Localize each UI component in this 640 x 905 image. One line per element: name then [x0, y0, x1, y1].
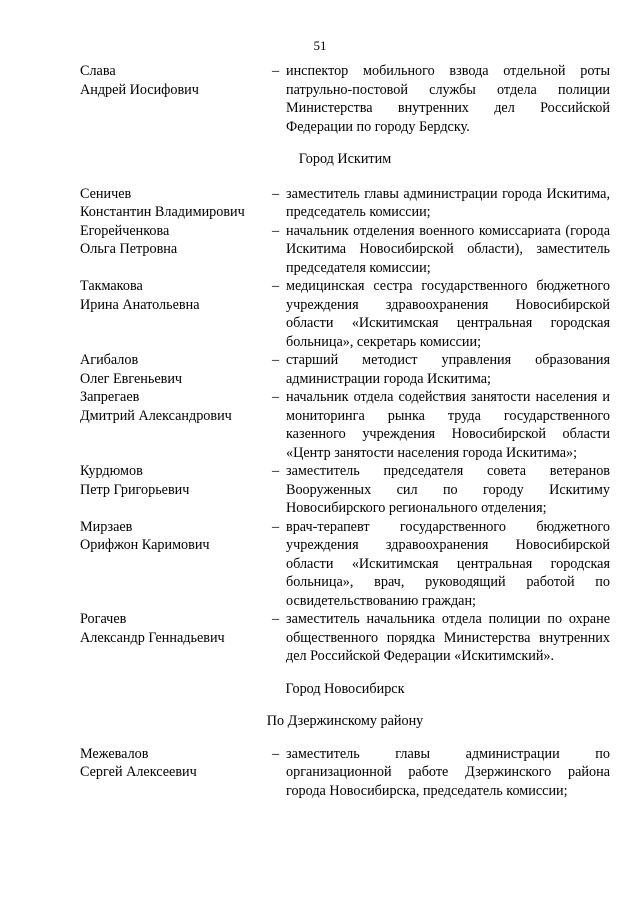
member-surname: Такмакова [80, 278, 143, 294]
dash-separator: – [272, 278, 280, 294]
dash-separator: – [272, 518, 280, 535]
member-surname: Запрегаев [80, 389, 140, 405]
member-entry [80, 388, 610, 462]
member-role: заместитель начальника отдела полиции по охране общественного порядка Министерства внутренних дел Российской Федерации «Искитимский». [286, 611, 610, 664]
member-entry [80, 277, 610, 351]
member-name [80, 462, 272, 518]
dash-separator: – [272, 63, 280, 79]
member-entry [80, 222, 610, 278]
member-name [80, 185, 272, 222]
member-role: начальник отделения военного комиссариата (города Искитима Новосибирской области), заместитель председателя комиссии; [286, 222, 610, 276]
member-role: заместитель главы администрации города Искитима, председатель комиссии; [286, 185, 610, 220]
member-entry [80, 185, 610, 222]
member-role: заместитель председателя совета ветеранов Вооруженных сил по городу Искитиму Новосибирского регионального отделения; [286, 463, 610, 516]
member-role: медицинская сестра государственного бюджетного учреждения здравоохранения Новосибирской области «Искитимская центральная городская больница», секретарь комиссии; [286, 278, 610, 350]
member-name [80, 518, 272, 611]
member-name [80, 388, 272, 462]
member-entry [80, 610, 610, 666]
member-role: заместитель главы администрации по организационной работе Дзержинского района города Новосибирска, председатель комиссии; [286, 745, 610, 799]
member-role: врач-терапевт государственного бюджетного учреждения здравоохранения Новосибирской области «Искитимская центральная городская больница», врач, руководящий работой по освидетельствованию граждан; [286, 518, 610, 609]
member-given-names: Андрей Иосифович [80, 81, 199, 98]
member-name [80, 277, 272, 351]
dash-separator: – [272, 222, 280, 239]
member-name [80, 745, 272, 801]
document-body [80, 62, 610, 800]
member-name [80, 222, 272, 278]
member-name [80, 351, 272, 388]
subsection-heading-dzerzhinsky: По Дзержинскому району [266, 713, 424, 729]
member-given-names: Петр Григорьевич [80, 481, 190, 498]
member-name [80, 62, 272, 136]
member-entry [80, 62, 610, 136]
member-given-names: Ольга Петровна [80, 241, 178, 257]
member-surname: Слава [80, 63, 116, 79]
dash-separator: – [272, 352, 280, 368]
member-role: начальник отдела содействия занятости населения и мониторинга рынка труда государственного казенного учреждения Новосибирской области «Центр занятости населения города Искитима»; [286, 389, 610, 461]
member-surname: Межевалов [80, 745, 149, 762]
member-surname: Курдюмов [80, 463, 143, 479]
member-surname: Агибалов [80, 352, 139, 368]
member-given-names: Константин Владимирович [80, 204, 245, 220]
member-given-names: Дмитрий Александрович [80, 407, 232, 424]
member-role: старший методист управления образования администрации города Искитима; [286, 352, 610, 387]
member-surname: Рогачев [80, 611, 127, 627]
member-given-names: Александр Геннадьевич [80, 629, 225, 646]
page-number: 51 [313, 38, 327, 53]
member-entry [80, 518, 610, 611]
dash-separator: – [272, 389, 280, 405]
dash-separator: – [272, 185, 280, 202]
member-surname: Егорейченкова [80, 222, 170, 239]
member-surname: Мирзаев [80, 518, 133, 535]
dash-separator: – [272, 611, 280, 627]
member-given-names: Ирина Анатольевна [80, 296, 200, 313]
member-entry [80, 745, 610, 801]
member-given-names: Орифжон Каримович [80, 537, 210, 553]
member-name [80, 610, 272, 666]
dash-separator: – [272, 463, 280, 479]
member-entry [80, 351, 610, 388]
member-entry [80, 462, 610, 518]
iskitim-member-list [80, 185, 610, 666]
member-role: инспектор мобильного взвода отдельной роты патрульно-постовой службы отдела полиции Министерства внутренних дел Российской Федерации по городу Бердску. [286, 63, 610, 135]
section-heading-novosibirsk: Город Новосибирск [285, 680, 405, 697]
dash-separator: – [272, 745, 280, 762]
member-surname: Сеничев [80, 185, 132, 202]
section-heading-iskitim: Город Искитим [298, 151, 392, 167]
member-given-names: Сергей Алексеевич [80, 764, 197, 780]
member-given-names: Олег Евгеньевич [80, 370, 183, 387]
